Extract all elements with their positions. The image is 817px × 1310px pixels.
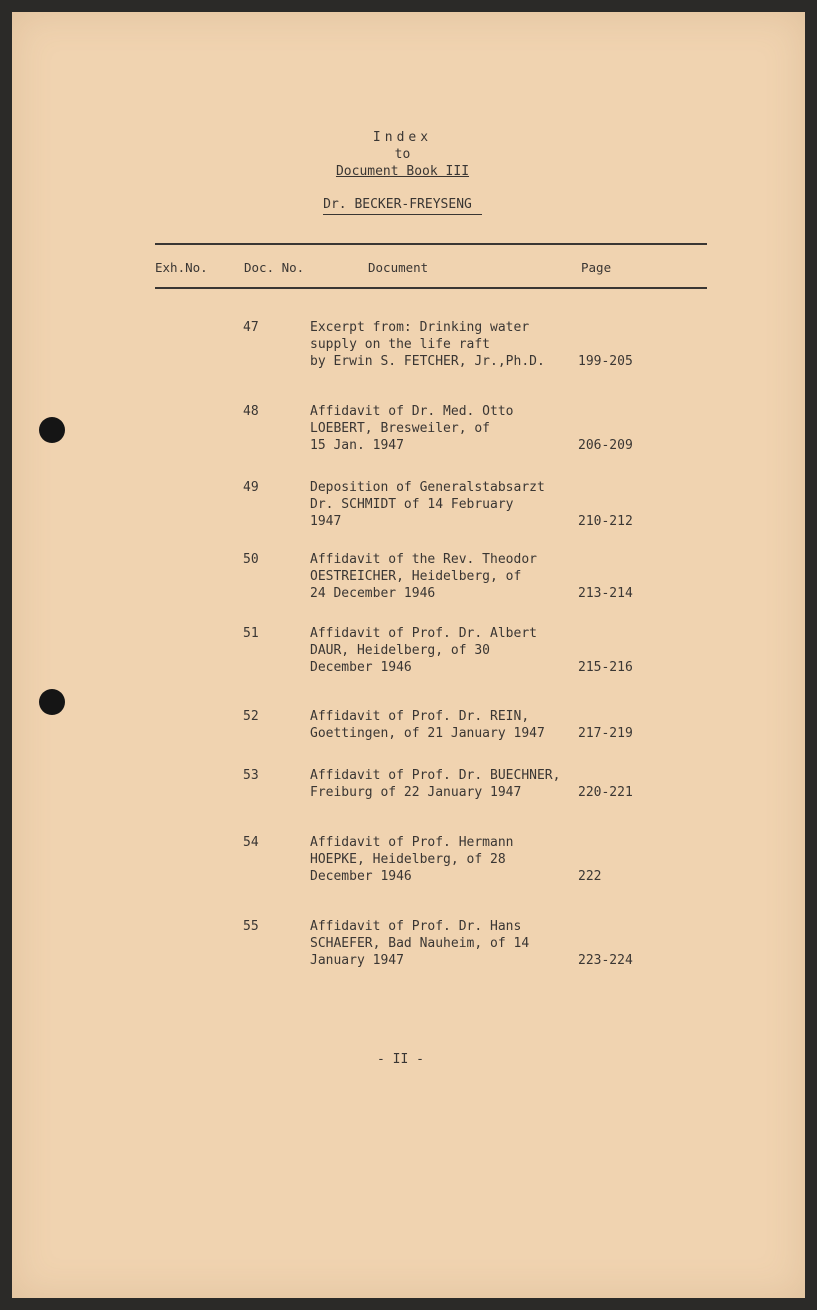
doc-description [310,918,529,969]
document-page [12,12,805,1298]
desc-line: Excerpt from: Drinking water [310,320,530,335]
doc-description [310,551,537,602]
doc-number: 51 [243,626,259,641]
defendant-name: Dr. BECKER-FREYSENG [323,197,482,215]
desc-line: Goettingen, of 21 January 1947 [310,726,545,741]
column-header-doc: Doc. No. [244,260,305,275]
desc-line: 24 December 1946 [310,586,436,601]
doc-number: 47 [243,320,259,335]
punch-hole [39,689,65,715]
doc-description [310,625,537,676]
desc-line: December 1946 [310,869,412,884]
doc-number: 52 [243,709,259,724]
desc-line: by Erwin S. FETCHER, Jr.,Ph.D. [310,354,545,369]
desc-line: LOEBERT, Bresweiler, of [310,421,491,436]
desc-line: Affidavit of Prof. Hermann [310,835,514,850]
desc-line: DAUR, Heidelberg, of 30 [310,643,491,658]
desc-line: January 1947 [310,953,404,968]
doc-description [310,834,514,885]
doc-number: 48 [243,404,259,419]
desc-line: Affidavit of Prof. Dr. Hans [310,919,522,934]
doc-number: 55 [243,919,259,934]
doc-number: 49 [243,480,259,495]
column-header-exh: Exh.No. [155,260,208,275]
desc-line: Affidavit of Prof. Dr. Albert [310,626,537,641]
page-range: 210-212 [578,514,633,529]
doc-number: 53 [243,768,259,783]
column-header-page: Page [581,260,612,275]
column-header-document: Document [368,260,429,275]
page-range: 215-216 [578,660,633,675]
desc-line: December 1946 [310,660,412,675]
desc-line: Deposition of Generalstabsarzt [310,480,545,495]
doc-description [310,403,514,454]
doc-description [310,319,545,370]
desc-line: 15 Jan. 1947 [310,438,404,453]
document-book-title: Document Book III [335,164,470,179]
header-rule-top [155,243,707,245]
desc-line: SCHAEFER, Bad Nauheim, of 14 [310,936,530,951]
doc-description [310,479,545,530]
desc-line: supply on the life raft [310,337,491,352]
page-range: 220-221 [578,785,633,800]
desc-line: Affidavit of Dr. Med. Otto [310,404,514,419]
desc-line: Dr. SCHMIDT of 14 February [310,497,514,512]
page-range: 213-214 [578,586,633,601]
desc-line: OESTREICHER, Heidelberg, of [310,569,522,584]
desc-line: Affidavit of the Rev. Theodor [310,552,537,567]
doc-description [310,767,560,801]
index-title: Index [372,130,433,145]
punch-hole [39,417,65,443]
index-to: to [394,147,411,162]
page-range: 206-209 [578,438,633,453]
desc-line: Affidavit of Prof. Dr. BUECHNER, [310,768,561,783]
doc-number: 50 [243,552,259,567]
desc-line: 1947 [310,514,342,529]
page-number: - II - [377,1052,424,1067]
header-rule-bottom [155,287,707,289]
doc-description [310,708,545,742]
page-range: 217-219 [578,726,633,741]
desc-line: Freiburg of 22 January 1947 [310,785,522,800]
desc-line: HOEPKE, Heidelberg, of 28 [310,852,506,867]
doc-number: 54 [243,835,259,850]
desc-line: Affidavit of Prof. Dr. REIN, [310,709,530,724]
page-range: 223-224 [578,953,633,968]
page-range: 222 [578,869,602,884]
page-range: 199-205 [578,354,633,369]
